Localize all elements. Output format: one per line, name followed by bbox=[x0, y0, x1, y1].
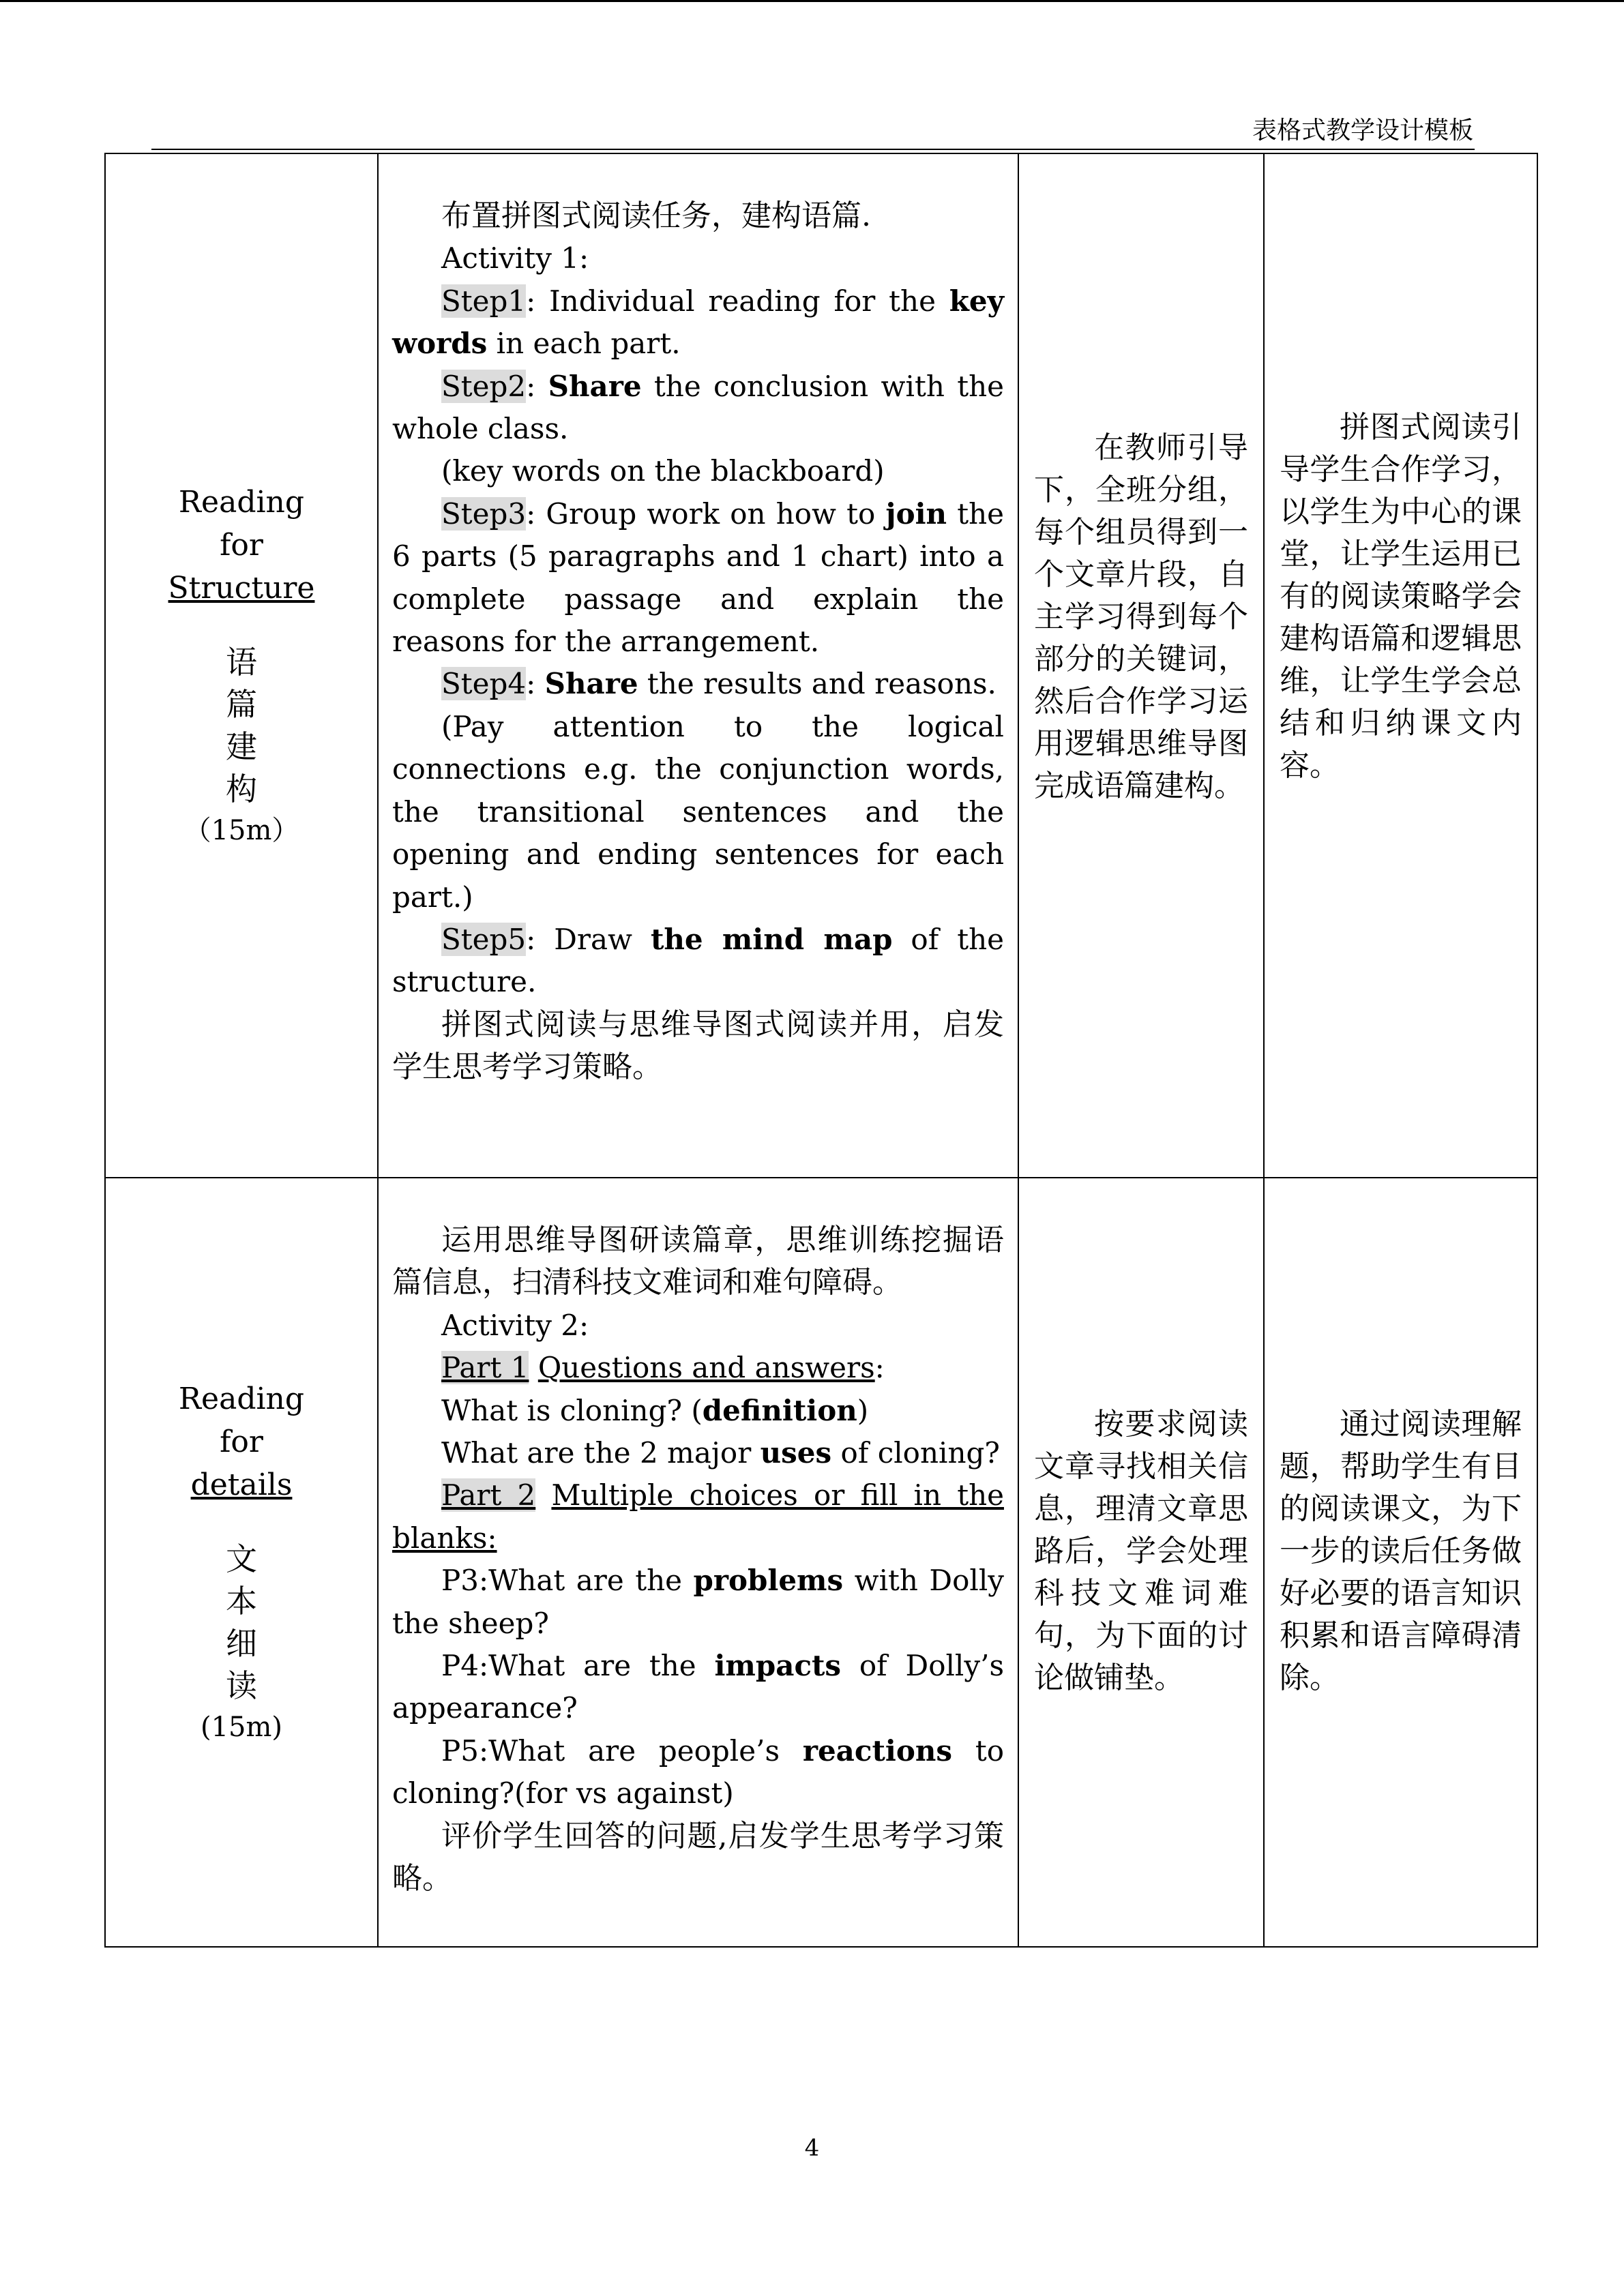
design-intent-text: 拼图式阅读引导学生合作学习，以学生为中心的课堂，让学生运用已有的阅读策略学会建构语篇和逻辑思维，让学生学会总结和归纳课文内容。 bbox=[1280, 410, 1522, 783]
part-2: Part 2 Multiple choices or fill in the blanks: bbox=[392, 1478, 1004, 1555]
note-blackboard: (key words on the blackboard) bbox=[441, 454, 885, 488]
part-1: Part 1 Questions and answers: bbox=[441, 1351, 885, 1385]
stage-title-en: Reading for details bbox=[178, 1381, 305, 1502]
stage-title-cn: 文 本 细 读 bbox=[226, 1540, 257, 1704]
question-definition: What is cloning? (definition) bbox=[441, 1393, 869, 1427]
student-activity-text: 按要求阅读文章寻找相关信息，理清文章思路后，学会处理科技文难词难句，为下面的讨论做铺垫。 bbox=[1034, 1407, 1248, 1695]
student-activity-cell bbox=[1018, 153, 1264, 1178]
step-1: Step1: Individual reading for the key words in each part. bbox=[392, 284, 1004, 361]
stage-title-en: Reading for Structure bbox=[168, 484, 315, 606]
activity-outro: 拼图式阅读与思维导图式阅读并用，启发学生思考学习策略。 bbox=[392, 1007, 1004, 1085]
step-4: Step4: Share the results and reasons. bbox=[441, 667, 996, 701]
design-intent-cell bbox=[1264, 1178, 1537, 1947]
lesson-plan-table bbox=[104, 153, 1538, 1948]
stage-duration: (15m) bbox=[200, 1711, 283, 1743]
activity-cell bbox=[378, 153, 1018, 1178]
page-number: 4 bbox=[804, 2134, 820, 2162]
table-row bbox=[105, 153, 1537, 1178]
question-uses: What are the 2 major uses of cloning? bbox=[441, 1436, 1000, 1470]
question-p4: P4:What are the impacts of Dolly’s appearance? bbox=[392, 1649, 1004, 1725]
activity-outro: 评价学生回答的问题,启发学生思考学习策略。 bbox=[392, 1818, 1004, 1896]
step-2: Step2: Share the conclusion with the whole class. bbox=[392, 369, 1004, 446]
stage-duration: （15m） bbox=[183, 814, 299, 846]
question-p5: P5:What are people’s reactions to cloning?(for vs against) bbox=[392, 1733, 1005, 1810]
step-5: Step5: Draw the mind map of the structure. bbox=[392, 922, 1004, 999]
activity-label: Activity 2: bbox=[441, 1308, 589, 1342]
design-intent-cell bbox=[1264, 153, 1537, 1178]
student-activity-text: 在教师引导下，全班分组，每个组员得到一个文章片段，自主学习得到每个部分的关键词，然后合作学习运用逻辑思维导图完成语篇建构。 bbox=[1034, 430, 1248, 803]
student-activity-cell bbox=[1018, 1178, 1264, 1947]
stage-cell bbox=[105, 153, 378, 1178]
header-title: 表格式教学设计模板 bbox=[1252, 117, 1473, 145]
table-row bbox=[105, 1178, 1537, 1947]
activity-intro: 布置拼图式阅读任务，建构语篇. bbox=[441, 198, 871, 233]
stage-cell bbox=[105, 1178, 378, 1947]
stage-title-cn: 语 篇 建 构 bbox=[226, 643, 257, 807]
top-border-line bbox=[0, 0, 1624, 2]
activity-cell bbox=[378, 1178, 1018, 1947]
step-3: Step3: Group work on how to join the 6 parts (5 paragraphs and 1 chart) into a complete passage and explain the reasons for the arrangement. bbox=[392, 496, 1004, 659]
question-p3: P3:What are the problems with Dolly the sheep? bbox=[392, 1564, 1004, 1640]
design-intent-text: 通过阅读理解题，帮助学生有目的阅读课文，为下一步的读后任务做好必要的语言知识积累和语言障碍清除。 bbox=[1280, 1407, 1522, 1695]
activity-label: Activity 1: bbox=[441, 241, 589, 275]
activity-intro: 运用思维导图研读篇章，思维训练挖掘语篇信息，扫清科技文难词和难句障碍。 bbox=[392, 1223, 1004, 1300]
note-logic: (Pay attention to the logical connections e.g. the conjunction words, the transitional sentences and the opening and ending sentences for each part.) bbox=[392, 709, 1004, 914]
header-rule bbox=[151, 149, 1475, 150]
